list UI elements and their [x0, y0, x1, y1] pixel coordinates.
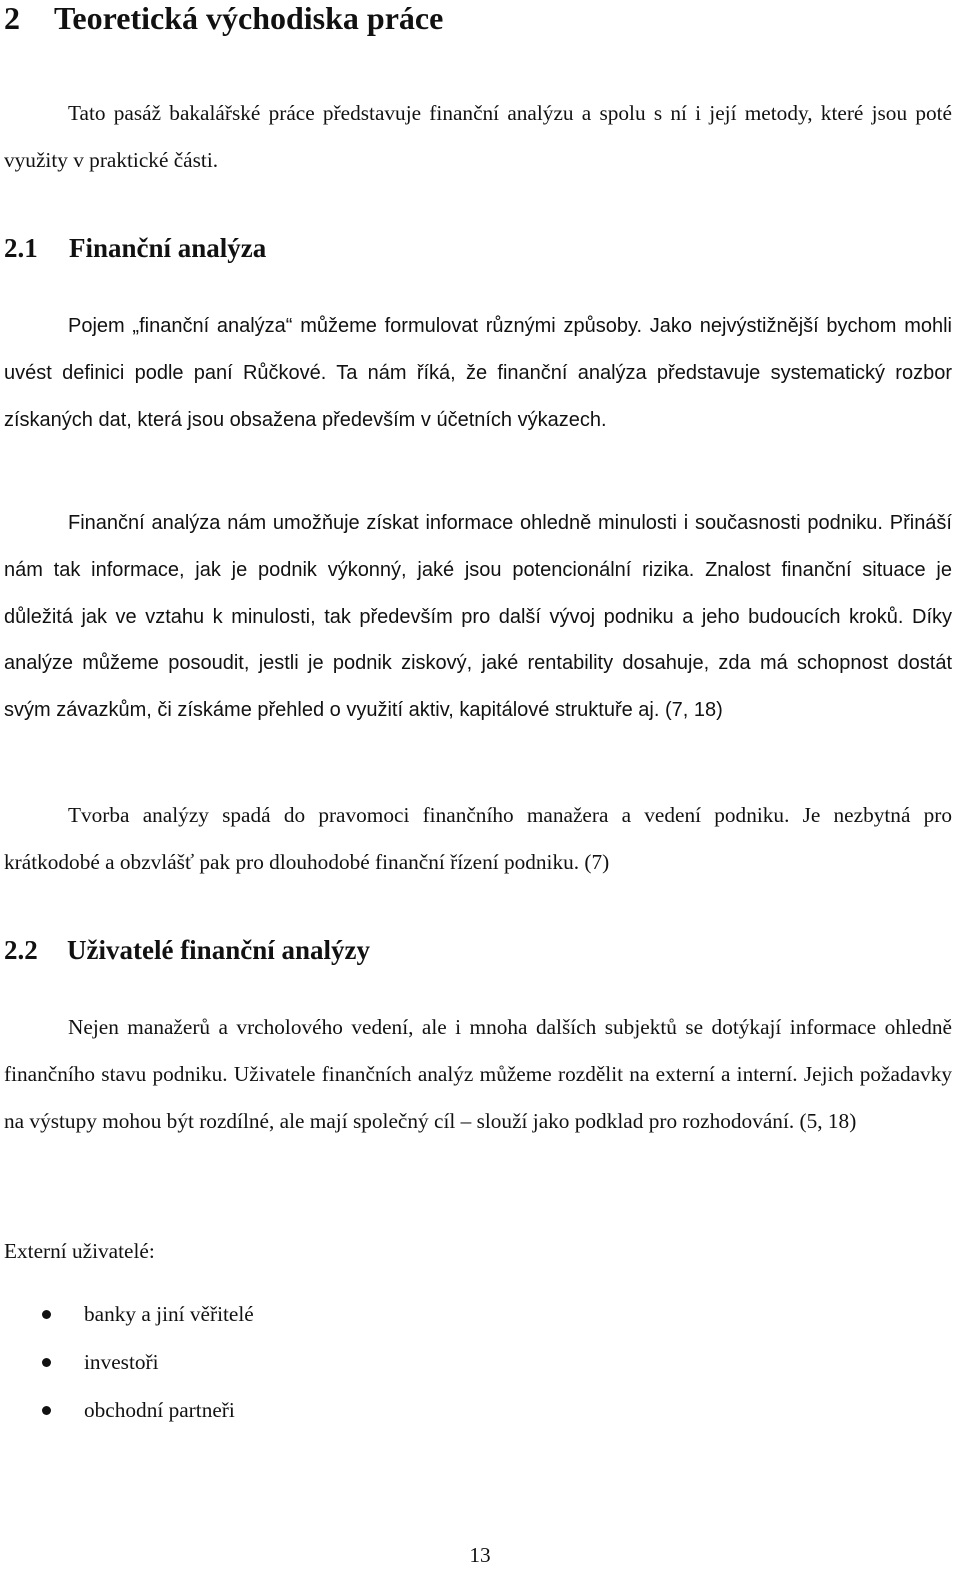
- bullet-icon: [42, 1406, 51, 1415]
- list-item-text: investoři: [84, 1350, 159, 1374]
- list-item: [0, 1338, 254, 1386]
- list-item-text: banky a jiní věřitelé: [84, 1302, 254, 1326]
- section-heading-2-1: [4, 230, 266, 266]
- list-item: [0, 1386, 254, 1434]
- bullet-icon: [42, 1358, 51, 1367]
- external-users-label: Externí uživatelé:: [4, 1239, 155, 1263]
- section-paragraph: Finanční analýza nám umožňuje získat informace ohledně minulosti i současnosti podniku. Přináší nám tak informace, jak je podnik výkonný, jaké jsou potencionální rizika. Znalost finanční situace je důležitá jak ve vztahu k minulosti, tak především pro další vývoj podniku a jeho budoucích kroků. Díky analýze můžeme posoudit, jestli je podnik ziskový, jaké rentability dosahuje, zda má schopnost dostát svým závazkům, či získáme přehled o využití aktiv, kapitálové struktuře aj. (7, 18): [4, 512, 952, 722]
- chapter-number: 2: [4, 0, 20, 36]
- section-number: 2.2: [4, 935, 38, 965]
- section-heading-2-2: [4, 932, 370, 968]
- chapter-intro-paragraph: Tato pasáž bakalářské práce představuje finanční analýzu a spolu s ní i její metody, které jsou poté využity v praktické části.: [4, 101, 952, 172]
- section-number: 2.1: [4, 233, 38, 263]
- section-paragraph: Nejen manažerů a vrcholového vedení, ale i mnoha dalších subjektů se dotýkají informace ohledně finančního stavu podniku. Uživatele finančních analýz můžeme rozdělit na externí a interní. Jejich požadavky na výstupy mohou být rozdílné, ale mají společný cíl – slouží jako podklad pro rozhodování. (5, 18): [4, 1015, 952, 1133]
- chapter-title: Teoretická východiska práce: [54, 0, 444, 36]
- external-users-list: [0, 1290, 254, 1434]
- page-number: 13: [469, 1543, 491, 1567]
- section-paragraph: Tvorba analýzy spadá do pravomoci finančního manažera a vedení podniku. Je nezbytná pro krátkodobé a obzvlášť pak pro dlouhodobé finanční řízení podniku. (7): [4, 803, 952, 874]
- section-title: Uživatelé finanční analýzy: [67, 935, 370, 965]
- section-paragraph: Pojem „finanční analýza“ můžeme formulovat různými způsoby. Jako nejvýstižnější bychom mohli uvést definici podle paní Růčkové. Ta nám říká, že finanční analýza představuje systematický rozbor získaných dat, která jsou obsažena především v účetních výkazech.: [4, 315, 952, 431]
- bullet-icon: [42, 1310, 51, 1319]
- chapter-heading: [4, 0, 443, 40]
- list-item: [0, 1290, 254, 1338]
- section-title: Finanční analýza: [69, 233, 267, 263]
- list-item-text: obchodní partneři: [84, 1398, 235, 1422]
